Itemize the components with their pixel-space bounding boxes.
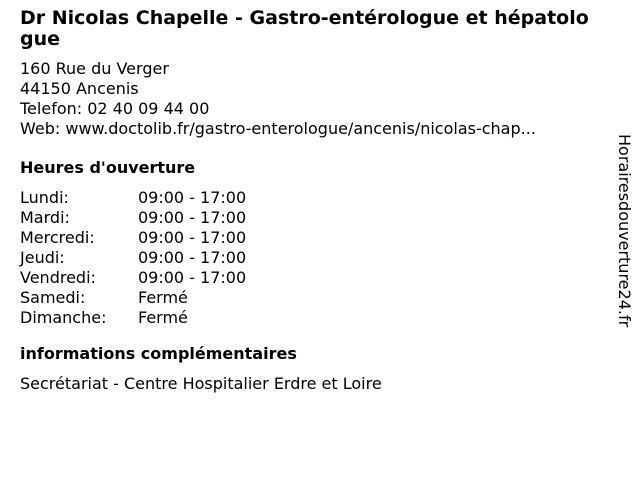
time-value: 09:00 - 17:00 (138, 228, 247, 247)
time-value: 09:00 - 17:00 (138, 268, 247, 287)
day-label: Samedi: (20, 288, 86, 307)
hours-row-friday (20, 268, 600, 288)
day-label: Mardi: (20, 208, 70, 227)
time-value: 09:00 - 17:00 (138, 248, 247, 267)
opening-hours-heading: Heures d'ouverture (20, 158, 196, 177)
site-watermark: Horairesdouverture24.fr (615, 134, 634, 328)
business-card (20, 8, 600, 394)
time-value: Fermé (138, 288, 188, 307)
hours-row-thursday (20, 248, 600, 268)
day-label: Lundi: (20, 188, 69, 207)
page-title: Dr Nicolas Chapelle - Gastro-entérologue et hépatologue (20, 7, 589, 50)
website-line (20, 119, 600, 139)
street-address: 160 Rue du Verger (20, 59, 169, 78)
hours-row-tuesday (20, 208, 600, 228)
time-value: 09:00 - 17:00 (138, 188, 247, 207)
hours-row-wednesday (20, 228, 600, 248)
time-value: Fermé (138, 308, 188, 327)
city-address: 44150 Ancenis (20, 79, 139, 98)
day-label: Mercredi: (20, 228, 95, 247)
additional-info-text: Secrétariat - Centre Hospitalier Erdre et Loire (20, 374, 382, 393)
hours-row-monday (20, 188, 600, 208)
day-label: Dimanche: (20, 308, 107, 327)
website-link[interactable]: Web: www.doctolib.fr/gastro-enterologue/ancenis/nicolas-chap... (20, 119, 536, 138)
hours-row-saturday (20, 288, 600, 308)
additional-info-heading: informations complémentaires (20, 344, 297, 363)
time-value: 09:00 - 17:00 (138, 208, 247, 227)
hours-row-sunday (20, 308, 600, 328)
phone-number: Telefon: 02 40 09 44 00 (20, 99, 210, 118)
day-label: Jeudi: (20, 248, 65, 267)
day-label: Vendredi: (20, 268, 96, 287)
